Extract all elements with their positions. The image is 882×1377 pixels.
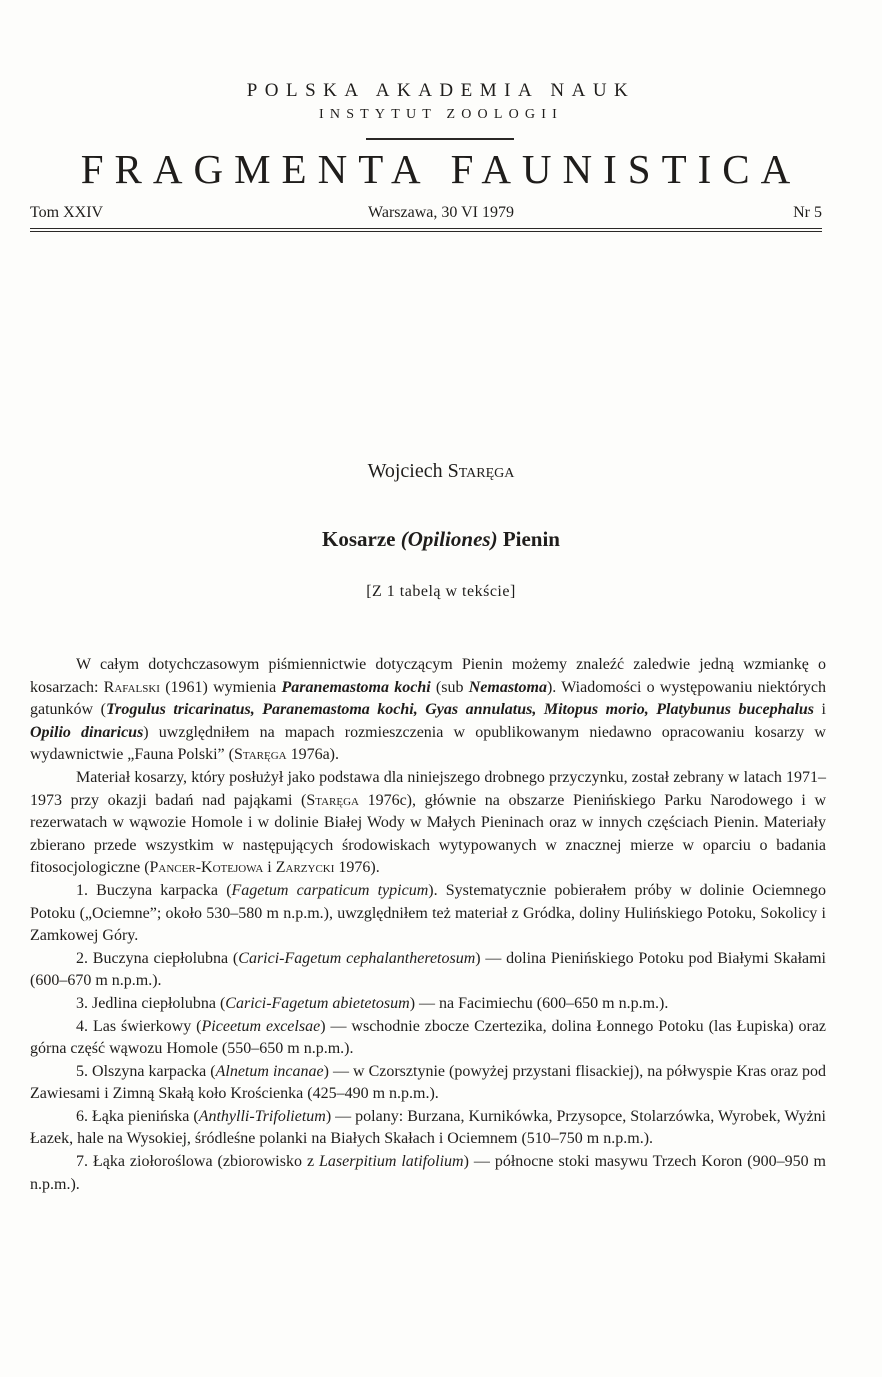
habitat-item-1 [30,880,826,948]
taxon-list: Trogulus tricarinatus, Paranemastoma kochi, Gyas annulatus, Mitopus morio, Platybunus bucephalus [105,701,815,719]
text-run: 1976a). [286,746,340,764]
text-run: (1961) wymienia [159,678,282,696]
text-run: 1976). [334,859,380,877]
text-run: 7. Łąka ziołoroślowa (zbiorowisko z [76,1153,320,1171]
taxon-name: Opilio dinaricus [30,723,144,741]
place-date: Warszawa, 30 VI 1979 [368,204,514,221]
text-run: ) uwzględniłem na mapach rozmieszczenia w opublikowanym niedawno opracowaniu kosarzy w wydawnictwie „Fauna Polski” ( [30,723,826,764]
title-end: Pienin [502,527,560,551]
header-double-rule [30,228,822,232]
association-name: Alnetum incanae [215,1062,324,1080]
short-divider [366,138,514,140]
cited-author: Staręga [306,791,359,809]
institute-name: INSTYTUT ZOOLOGII [319,107,563,122]
text-run: ) — północne stoki masywu Trzech Koron (900–950 m n.p.m.). [30,1153,826,1193]
journal-title: FRAGMENTA FAUNISTICA [80,146,802,192]
text-run: ). Wiadomości o występowaniu niektórych gatunków ( [30,678,827,719]
text-run: 1. Buczyna karpacka ( [76,881,232,899]
author-last-name: Staręga [447,460,515,482]
paragraph-material [30,767,826,880]
cited-author: Rafalski [103,678,160,696]
issue-number: Nr 5 [793,204,822,221]
text-run: i [814,701,827,719]
text-run: 5. Olszyna karpacka ( [76,1062,216,1080]
author-name [0,460,882,483]
title-main: Kosarze [322,527,396,551]
association-name: Carici-Fagetum abietetosum [225,994,410,1012]
cited-author: Staręga [233,746,287,764]
text-run: ) — polany: Burzana, Kurnikówka, Przysopce, Stolarzówka, Wyrobek, Wyżni Łazek, hale na Wysokiej, śródleśne polanki na Białych Skałach i Ociemnem (510–750 m n.p.m.). [30,1107,827,1148]
text-run: 3. Jedlina ciepłolubna ( [76,994,226,1012]
text-run: ) — dolina Pienińskiego Potoku pod Białymi Skałami (600–670 m n.p.m.). [30,949,827,990]
text-run: Materiał kosarzy, który posłużył jako podstawa dla niniejszego drobnego przyczynku, został zebrany w latach 1971–1973 przy okazji badań nad pająkami ( [30,768,826,809]
academy-name: POLSKA AKADEMIA NAUK [246,80,636,101]
association-name: Anthylli-Trifolietum [198,1107,326,1125]
association-name: Fagetum carpaticum typicum [231,881,429,899]
habitat-item-7 [30,1151,826,1196]
habitat-item-3 [30,993,826,1016]
text-run: W całym dotychczasowym piśmiennictwie dotyczącym Pienin możemy znaleźć zaledwie jedną wzmiankę o kosarzach: [30,656,826,696]
habitat-item-5 [30,1061,826,1106]
text-run: (sub [430,678,469,696]
title-taxon: (Opiliones) [400,527,498,551]
taxon-name: Laserpitium latifolium [319,1153,464,1171]
text-run: ). Systematycznie pobierałem próby w dolinie Ociemnego Potoku („Ociemne”; około 530–580 m n.p.m.), uwzględniłem też materiał z Gródka, doliny Hulińskiego Potoku, Sokolicy i Zamkowej Góry. [30,881,827,945]
taxon-name: Paranemastoma kochi [281,678,431,696]
habitat-item-2 [30,948,826,993]
taxon-name: Nemastoma [468,678,547,696]
paragraph-intro [30,654,826,767]
text-run: 2. Buczyna ciepłolubna ( [76,949,239,967]
text-run: ) — na Facimiechu (600–650 m n.p.m.). [409,994,669,1012]
habitat-item-6 [30,1106,826,1151]
table-note: [Z 1 tabelą w tekście] [366,583,516,600]
text-run: i [263,859,276,877]
article-body [30,654,826,1196]
text-run: ) — w Czorsztynie (powyżej przystani flisackiej), na półwyspie Kras oraz pod Zawiesami i Zimną Skałą koło Krościenka (425–490 m n.p.m.). [30,1062,826,1103]
association-name: Carici-Fagetum cephalantheretosum [238,949,476,967]
habitat-item-4 [30,1016,826,1061]
article-title [0,527,882,552]
author-first-name: Wojciech [367,460,443,482]
text-run: 4. Las świerkowy ( [76,1017,202,1035]
text-run: ) — wschodnie zbocze Czertezika, dolina Łonnego Potoku (las Łupiska) oraz górna część wąwozu Homole (550–650 m n.p.m.). [30,1017,827,1058]
volume-label: Tom XXIV [30,204,104,221]
text-run: 1976c), głównie na obszarze Pienińskiego Parku Narodowego i w rezerwatach w wąwozie Homole i w dolinie Białej Wody w Małych Pieninach oraz w innych częściach Pienin. Materiały zbierano przede wszystkim w następujących środowiskach wytypowanych w znacznej mierze w oparciu o badania fitosocjologiczne ( [30,791,826,877]
association-name: Piceetum excelsae [201,1017,321,1035]
text-run: 6. Łąka pienińska ( [76,1107,199,1125]
cited-author: Zarzycki [275,859,335,877]
cited-author: Pancer-Kotejowa [149,859,264,877]
